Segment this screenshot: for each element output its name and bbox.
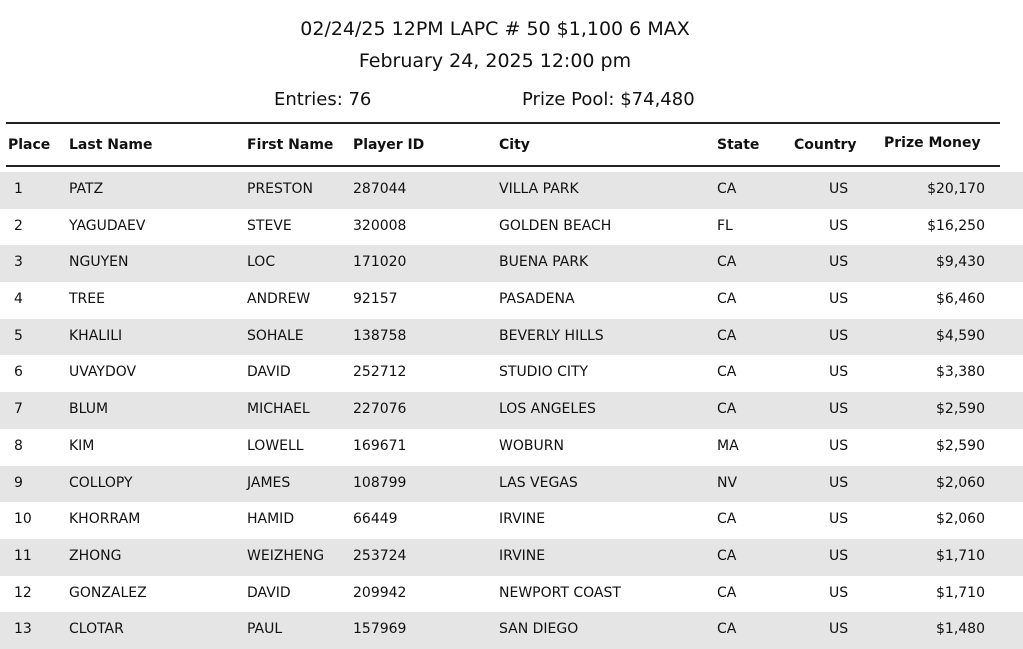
- cell-last-name: TREE: [69, 291, 105, 308]
- cell-prize-money: $20,170: [927, 181, 985, 197]
- column-header-prize-money: Prize Money: [884, 135, 981, 151]
- table-row: [0, 209, 1023, 246]
- cell-country: US: [829, 401, 849, 418]
- cell-country: US: [829, 621, 849, 638]
- cell-first-name: STEVE: [247, 217, 292, 234]
- cell-first-name: JAMES: [247, 474, 291, 491]
- cell-first-name: DAVID: [247, 364, 291, 381]
- table-row: [0, 502, 1023, 539]
- cell-country: US: [829, 474, 849, 491]
- cell-first-name: PRESTON: [247, 181, 313, 197]
- cell-player-id: 108799: [353, 474, 407, 491]
- cell-last-name: KHORRAM: [69, 511, 141, 528]
- cell-player-id: 138758: [353, 327, 407, 344]
- cell-city: PASADENA: [499, 291, 575, 308]
- cell-player-id: 253724: [353, 547, 407, 564]
- table-row: [0, 466, 1023, 503]
- cell-place: 6: [14, 364, 23, 381]
- cell-last-name: PATZ: [69, 181, 104, 197]
- cell-city: VILLA PARK: [499, 181, 579, 197]
- cell-first-name: LOWELL: [247, 437, 304, 454]
- cell-city: IRVINE: [499, 511, 546, 528]
- cell-player-id: 287044: [353, 181, 407, 197]
- cell-place: 2: [14, 217, 23, 234]
- header-bottom-rule: [6, 165, 1000, 167]
- cell-state: CA: [717, 511, 737, 528]
- cell-prize-money: $1,710: [936, 584, 985, 601]
- header-top-rule: [6, 122, 1000, 124]
- cell-state: CA: [717, 291, 737, 308]
- cell-country: US: [829, 181, 849, 197]
- cell-place: 1: [14, 181, 23, 197]
- cell-place: 7: [14, 401, 23, 418]
- cell-state: CA: [717, 547, 737, 564]
- cell-last-name: KHALILI: [69, 327, 123, 344]
- cell-last-name: CLOTAR: [69, 621, 124, 638]
- column-header-city: City: [499, 137, 530, 153]
- prize-pool: Prize Pool: $74,480: [522, 89, 695, 110]
- cell-place: 3: [14, 254, 23, 271]
- cell-place: 10: [14, 511, 32, 528]
- cell-prize-money: $2,060: [936, 511, 985, 528]
- cell-prize-money: $4,590: [936, 327, 985, 344]
- cell-city: IRVINE: [499, 547, 546, 564]
- cell-city: STUDIO CITY: [499, 364, 589, 381]
- cell-place: 13: [14, 621, 32, 638]
- cell-player-id: 227076: [353, 401, 407, 418]
- cell-country: US: [829, 291, 849, 308]
- column-header-state: State: [717, 137, 760, 153]
- cell-last-name: YAGUDAEV: [69, 217, 146, 234]
- table-row: [0, 355, 1023, 392]
- cell-last-name: GONZALEZ: [69, 584, 147, 601]
- cell-last-name: BLUM: [69, 401, 109, 418]
- cell-prize-money: $2,590: [936, 437, 985, 454]
- cell-prize-money: $9,430: [936, 254, 985, 271]
- cell-country: US: [829, 584, 849, 601]
- cell-last-name: COLLOPY: [69, 474, 133, 491]
- cell-player-id: 92157: [353, 291, 398, 308]
- cell-player-id: 66449: [353, 511, 398, 528]
- entries-count: Entries: 76: [274, 89, 372, 110]
- cell-place: 8: [14, 437, 23, 454]
- table-row: [0, 245, 1023, 282]
- cell-last-name: KIM: [69, 437, 95, 454]
- cell-place: 9: [14, 474, 23, 491]
- cell-place: 5: [14, 327, 23, 344]
- cell-first-name: DAVID: [247, 584, 291, 601]
- cell-country: US: [829, 254, 849, 271]
- cell-first-name: WEIZHENG: [247, 547, 325, 564]
- cell-player-id: 169671: [353, 437, 407, 454]
- cell-city: WOBURN: [499, 437, 564, 454]
- table-row: [0, 172, 1023, 209]
- cell-state: CA: [717, 401, 737, 418]
- cell-player-id: 209942: [353, 584, 407, 601]
- cell-country: US: [829, 217, 849, 234]
- cell-first-name: PAUL: [247, 621, 283, 638]
- cell-prize-money: $2,060: [936, 474, 985, 491]
- cell-city: BUENA PARK: [499, 254, 589, 271]
- cell-state: CA: [717, 327, 737, 344]
- cell-prize-money: $1,710: [936, 547, 985, 564]
- cell-state: FL: [717, 217, 733, 234]
- column-header-country: Country: [794, 137, 857, 153]
- cell-prize-money: $16,250: [927, 217, 985, 234]
- table-row: [0, 392, 1023, 429]
- cell-city: NEWPORT COAST: [499, 584, 621, 601]
- table-row: [0, 612, 1023, 649]
- results-table-body: [0, 172, 1023, 649]
- cell-player-id: 252712: [353, 364, 407, 381]
- tournament-date: February 24, 2025 12:00 pm: [358, 50, 632, 72]
- cell-first-name: HAMID: [247, 511, 295, 528]
- cell-city: SAN DIEGO: [499, 621, 579, 638]
- column-header-last-name: Last Name: [69, 137, 153, 153]
- cell-city: LOS ANGELES: [499, 401, 596, 418]
- cell-place: 11: [14, 547, 32, 564]
- cell-state: CA: [717, 584, 737, 601]
- cell-last-name: ZHONG: [69, 547, 122, 564]
- cell-last-name: UVAYDOV: [69, 364, 137, 381]
- column-header-first-name: First Name: [247, 137, 334, 153]
- cell-state: CA: [717, 621, 737, 638]
- cell-city: LAS VEGAS: [499, 474, 578, 491]
- cell-city: GOLDEN BEACH: [499, 217, 612, 234]
- tournament-title: 02/24/25 12PM LAPC # 50 $1,100 6 MAX: [300, 18, 690, 40]
- cell-prize-money: $3,380: [936, 364, 985, 381]
- cell-state: CA: [717, 181, 737, 197]
- cell-player-id: 171020: [353, 254, 407, 271]
- cell-player-id: 320008: [353, 217, 407, 234]
- column-header-player-id: Player ID: [353, 137, 425, 153]
- cell-country: US: [829, 327, 849, 344]
- table-row: [0, 319, 1023, 356]
- cell-city: BEVERLY HILLS: [499, 327, 604, 344]
- cell-prize-money: $6,460: [936, 291, 985, 308]
- cell-last-name: NGUYEN: [69, 254, 129, 271]
- cell-country: US: [829, 437, 849, 454]
- cell-prize-money: $2,590: [936, 401, 985, 418]
- cell-first-name: ANDREW: [247, 291, 311, 308]
- cell-first-name: SOHALE: [247, 327, 304, 344]
- cell-first-name: LOC: [247, 254, 276, 271]
- cell-state: NV: [717, 474, 738, 491]
- cell-state: CA: [717, 364, 737, 381]
- cell-first-name: MICHAEL: [247, 401, 310, 418]
- cell-prize-money: $1,480: [936, 621, 985, 638]
- cell-place: 4: [14, 291, 23, 308]
- cell-state: MA: [717, 437, 739, 454]
- table-row: [0, 576, 1023, 613]
- table-row: [0, 539, 1023, 576]
- cell-country: US: [829, 511, 849, 528]
- cell-state: CA: [717, 254, 737, 271]
- column-header-place: Place: [8, 137, 51, 153]
- cell-player-id: 157969: [353, 621, 407, 638]
- cell-country: US: [829, 547, 849, 564]
- cell-country: US: [829, 364, 849, 381]
- cell-place: 12: [14, 584, 32, 601]
- table-row: [0, 282, 1023, 319]
- table-row: [0, 429, 1023, 466]
